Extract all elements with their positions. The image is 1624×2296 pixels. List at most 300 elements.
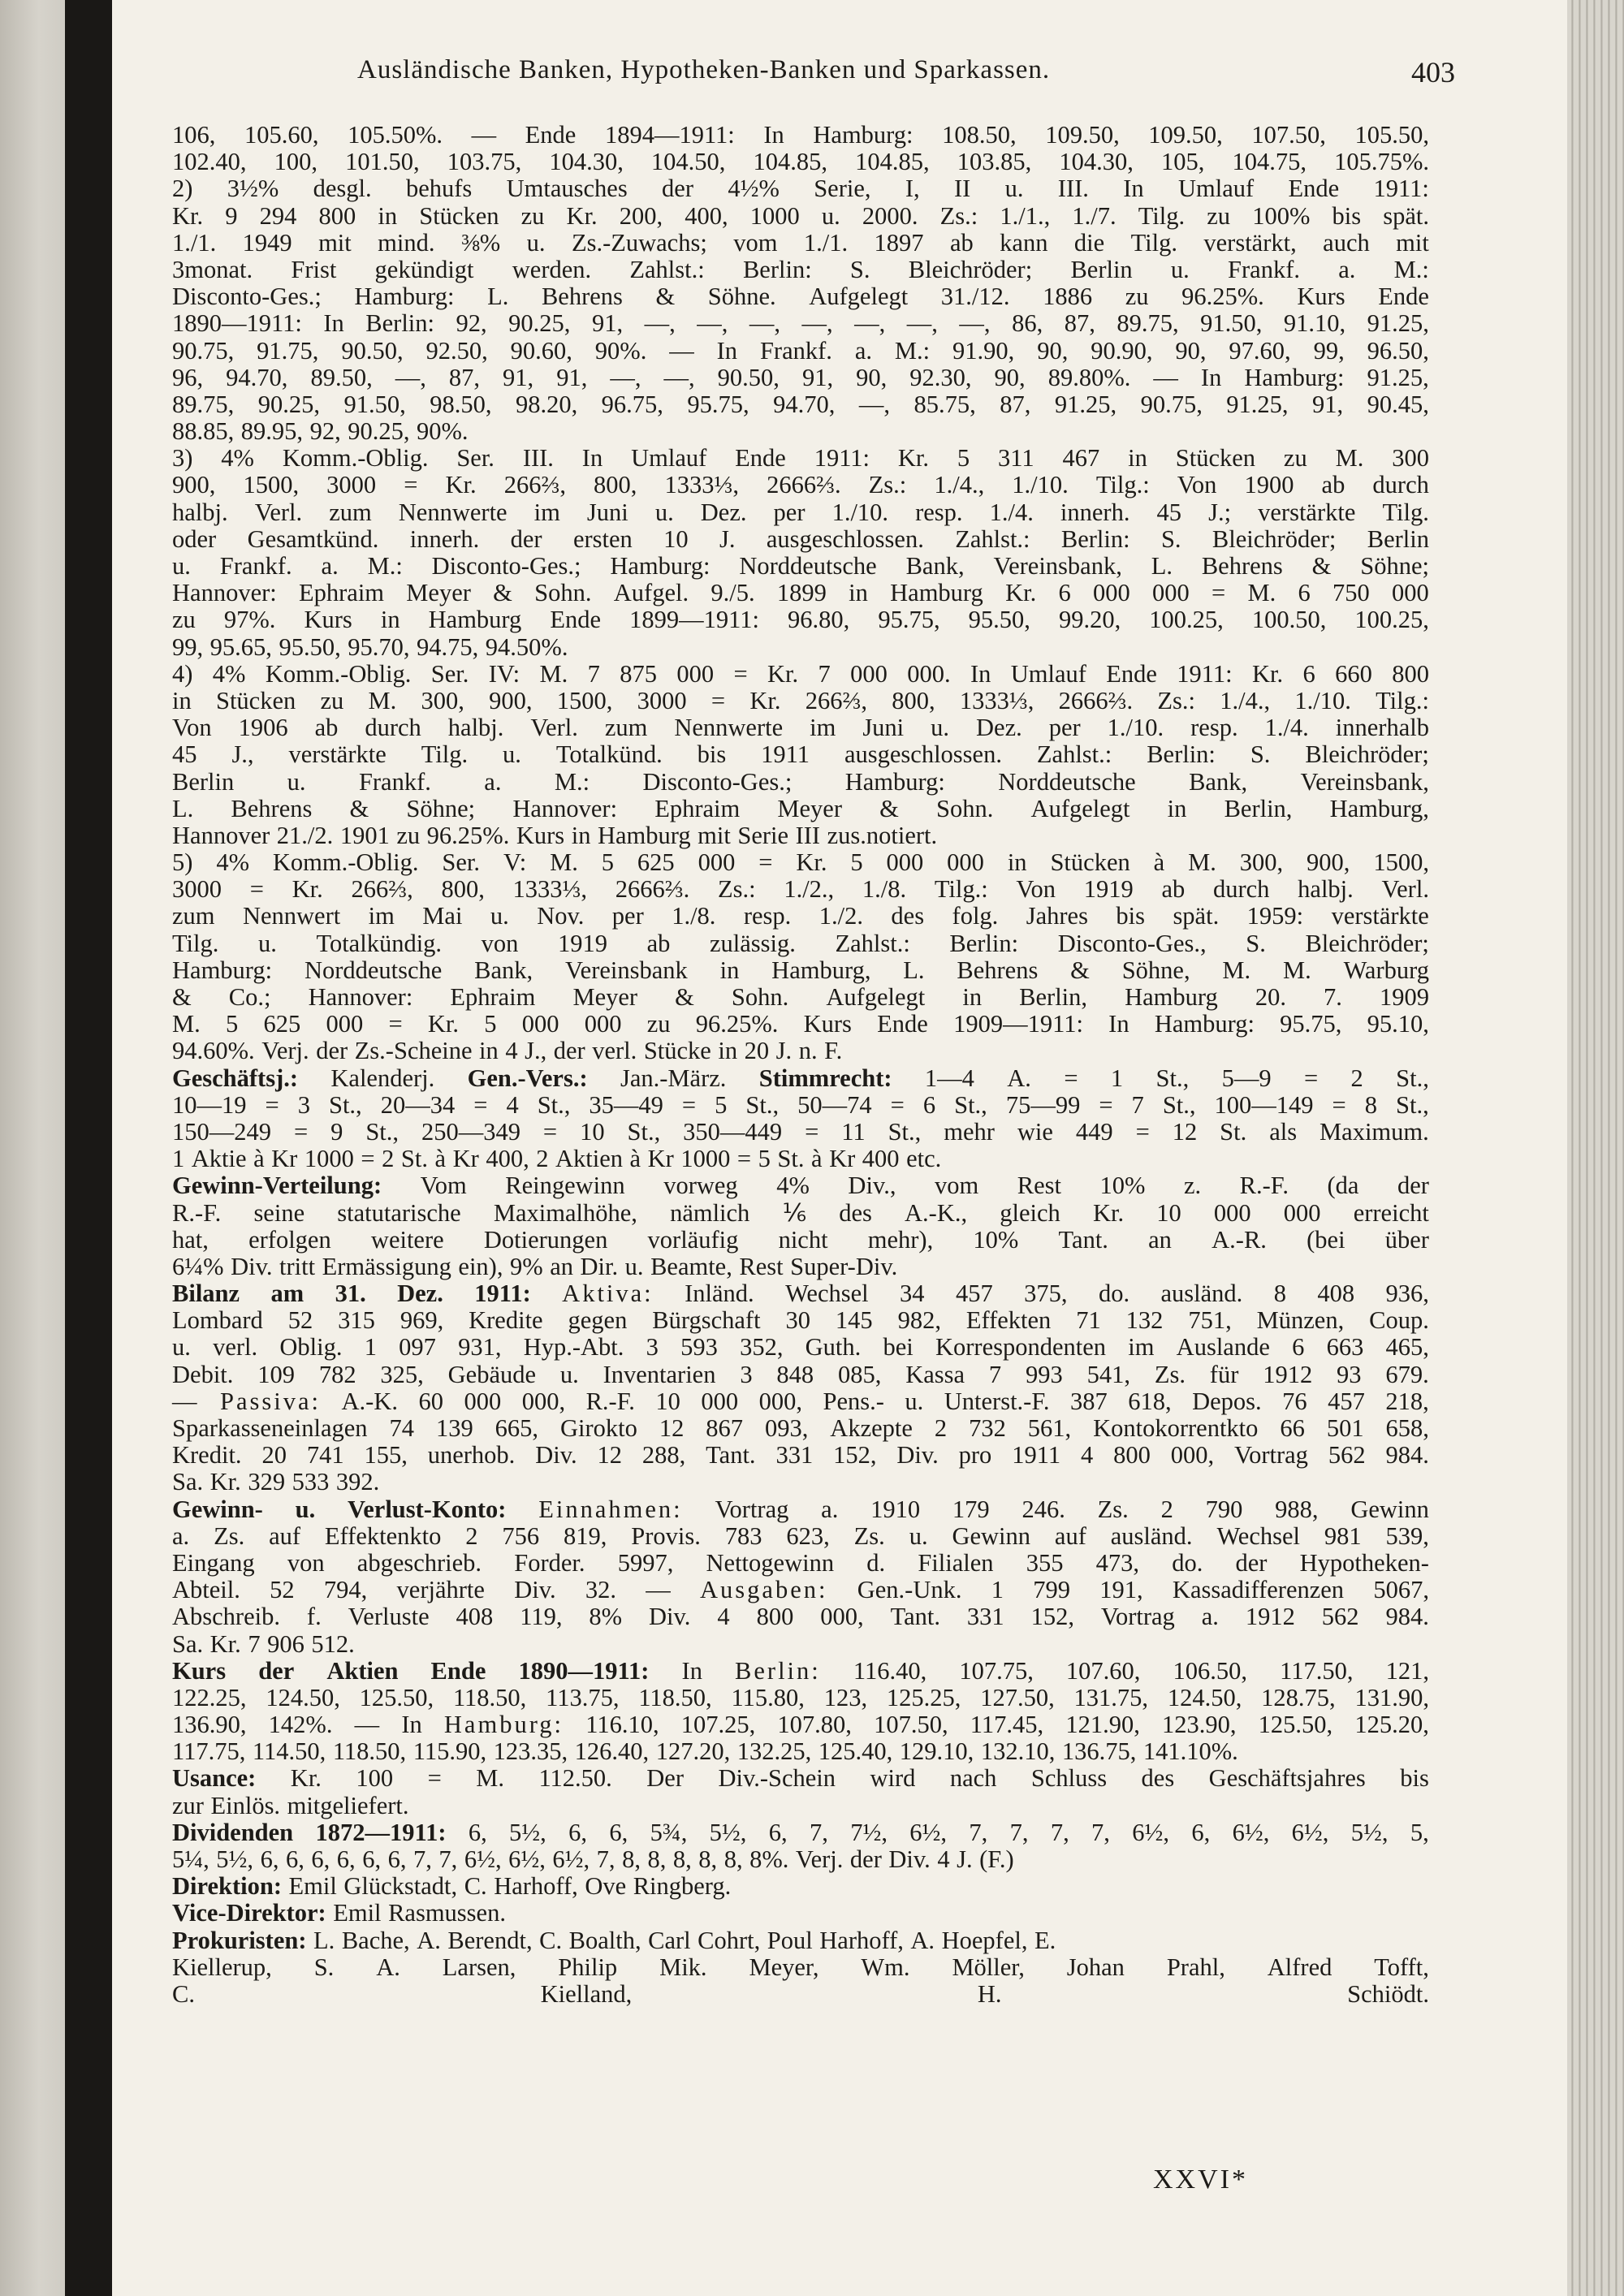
signature-mark: XXVI* bbox=[1153, 2164, 1248, 2195]
text-word: 848 bbox=[776, 1360, 814, 1388]
text-word: 467 bbox=[1062, 444, 1100, 473]
text-line bbox=[172, 661, 1429, 688]
text-line bbox=[172, 1496, 1429, 1523]
text-word: Div., bbox=[848, 1172, 896, 1200]
text-word: oder bbox=[172, 524, 217, 553]
text-word: ab bbox=[646, 929, 671, 957]
text-word: Behrens bbox=[231, 794, 313, 822]
text-word: Umlauf bbox=[1177, 175, 1255, 203]
text-word: 91.25, bbox=[1054, 390, 1117, 418]
text-word: J., bbox=[525, 1037, 547, 1065]
text-word: E. bbox=[1034, 1926, 1056, 1954]
text-word: 90, bbox=[1175, 336, 1207, 365]
text-word: = bbox=[733, 659, 748, 688]
text-word: St., bbox=[888, 1117, 922, 1146]
text-word: Ende bbox=[550, 606, 602, 634]
text-word: Verj. bbox=[261, 1037, 309, 1065]
text-word: Zahlst.: bbox=[629, 255, 705, 283]
text-word: weitere bbox=[370, 1225, 444, 1254]
text-word: resp. bbox=[915, 498, 963, 526]
text-word: St., bbox=[1155, 1064, 1190, 1092]
text-word: 1911 bbox=[1012, 1441, 1061, 1470]
text-word: auch bbox=[1323, 228, 1370, 257]
text-word: & bbox=[675, 983, 694, 1011]
text-word: durch bbox=[1212, 875, 1270, 904]
text-word: gleich bbox=[1000, 1198, 1060, 1227]
text-word: 90.75, bbox=[1140, 390, 1203, 418]
text-word: Kr bbox=[271, 1145, 298, 1173]
text-word: 128.75, bbox=[1261, 1683, 1336, 1711]
text-word: = bbox=[890, 1090, 905, 1119]
text-word: —, bbox=[959, 309, 991, 338]
text-word: 45 bbox=[172, 740, 197, 769]
text-word: Bleichröder; bbox=[1305, 740, 1429, 769]
text-word: per bbox=[611, 902, 644, 930]
text-word: 266⅔, bbox=[351, 875, 413, 904]
text-word: 5 bbox=[601, 848, 614, 877]
text-word: 95.70, bbox=[348, 632, 410, 661]
text-word: Beamte, bbox=[650, 1252, 732, 1280]
text-word: des bbox=[891, 902, 925, 930]
text-word: 1890—1911: bbox=[172, 309, 302, 338]
text-word: Div. bbox=[896, 1441, 939, 1470]
text-word: 1 bbox=[172, 1145, 185, 1173]
text-word: 107.75, bbox=[959, 1656, 1034, 1685]
text-word: vom bbox=[934, 1172, 979, 1200]
text-word: Söhne. bbox=[707, 283, 776, 311]
bold-heading-word: Prokuristen: bbox=[172, 1926, 307, 1954]
text-word: 85.75, bbox=[914, 390, 976, 418]
text-word: Frankf. bbox=[1228, 255, 1300, 283]
text-word: Behrens bbox=[541, 283, 623, 311]
text-word: 4 bbox=[717, 1603, 730, 1631]
text-word: 10 bbox=[580, 1117, 605, 1146]
text-word: in bbox=[719, 956, 740, 984]
text-word: M. bbox=[539, 659, 568, 688]
text-word: 8, bbox=[698, 1845, 718, 1873]
text-word: 118.50, bbox=[638, 1683, 712, 1711]
text-word: 6½, bbox=[464, 1845, 502, 1873]
text-word: Emil bbox=[288, 1872, 337, 1901]
text-word: M. bbox=[1283, 956, 1311, 984]
text-word: Hypotheken- bbox=[1299, 1548, 1429, 1577]
text-word: 1333⅓, bbox=[664, 471, 739, 499]
text-word: 90.90, bbox=[1091, 336, 1153, 365]
text-word: Dez. bbox=[976, 714, 1022, 742]
text-word: Kassadifferenzen bbox=[1172, 1576, 1345, 1604]
text-word: Stücken bbox=[1175, 444, 1256, 473]
text-word: 21./2. bbox=[276, 821, 334, 849]
text-word: behufs bbox=[405, 175, 473, 203]
text-word: Schluss bbox=[1030, 1764, 1108, 1793]
text-word: Bleichröder; bbox=[1305, 929, 1429, 957]
text-word: u. bbox=[287, 767, 306, 796]
text-word: Berlin bbox=[1367, 524, 1429, 553]
text-word: R.-F. bbox=[585, 1387, 635, 1415]
text-word: 6 bbox=[1302, 659, 1315, 688]
text-word: 350—449 bbox=[683, 1117, 783, 1146]
text-word: Kredit. bbox=[172, 1441, 242, 1470]
text-word: Aufgel. bbox=[613, 579, 689, 607]
text-word: 3monat. bbox=[172, 255, 253, 283]
text-word: Effekten bbox=[965, 1306, 1052, 1335]
text-word: Gewinn bbox=[952, 1521, 1031, 1550]
bold-heading-word: Ende bbox=[430, 1656, 486, 1685]
text-word: Div. bbox=[649, 1603, 691, 1631]
text-word: 1./7. bbox=[1072, 201, 1116, 230]
text-word: verjährte bbox=[396, 1576, 485, 1604]
text-word: 89.75, bbox=[172, 390, 235, 418]
text-word: à bbox=[434, 1145, 447, 1173]
text-word: 114.50, bbox=[252, 1737, 326, 1766]
text-word: zu bbox=[646, 1010, 671, 1038]
text-word: 266⅔, bbox=[503, 471, 566, 499]
text-word: Ende bbox=[525, 121, 577, 149]
text-word: Aktie bbox=[191, 1145, 247, 1173]
text-word: 1./1. bbox=[172, 228, 217, 257]
text-word: 90, bbox=[1037, 336, 1069, 365]
text-word: In bbox=[1123, 175, 1144, 203]
text-word: 91.90, bbox=[952, 336, 1015, 365]
text-word: 91, bbox=[556, 363, 588, 391]
text-word: Frist bbox=[291, 255, 337, 283]
text-word: 1912 bbox=[1245, 1603, 1295, 1631]
text-word: 800 bbox=[1113, 1441, 1151, 1470]
text-word: Larsen, bbox=[442, 1953, 516, 1981]
text-word: 663 bbox=[1326, 1333, 1364, 1362]
text-word: Zs.-Zuwachs; bbox=[571, 228, 707, 257]
text-word: 152, bbox=[833, 1441, 877, 1470]
text-word: 562 bbox=[1328, 1441, 1366, 1470]
text-word: Einnahmen: bbox=[538, 1495, 683, 1523]
text-word: verstärkt, bbox=[1203, 228, 1297, 257]
text-word: 408 bbox=[1317, 1280, 1355, 1308]
text-line bbox=[172, 149, 1429, 175]
text-word: in bbox=[1167, 794, 1187, 822]
text-word: 4% bbox=[212, 659, 246, 688]
text-word: 30 bbox=[785, 1306, 810, 1335]
text-word: 71 bbox=[1076, 1306, 1101, 1335]
text-word: 4 bbox=[506, 1090, 519, 1119]
text-word: Aufgelegt bbox=[1030, 794, 1130, 822]
text-word: 6, bbox=[260, 1845, 279, 1873]
text-word: Stücken bbox=[215, 686, 296, 714]
text-word: = bbox=[473, 1090, 488, 1119]
text-word: 000 bbox=[886, 848, 924, 877]
text-word: 465, bbox=[1385, 1333, 1429, 1362]
text-word: in bbox=[1128, 444, 1147, 473]
text-word: M.: bbox=[554, 767, 590, 796]
text-word: 155, bbox=[364, 1441, 408, 1470]
text-word: 1./4. bbox=[1264, 714, 1309, 742]
text-word: 800 bbox=[1392, 659, 1429, 688]
text-word: 2 bbox=[465, 1521, 478, 1550]
text-word: 246. bbox=[1021, 1495, 1065, 1523]
text-word: 90.25, bbox=[508, 309, 571, 338]
text-word: 355 bbox=[1026, 1548, 1064, 1577]
bold-heading-word: Dividenden bbox=[172, 1818, 294, 1846]
text-word: St., bbox=[745, 1090, 780, 1119]
text-word: mit bbox=[318, 228, 352, 257]
text-word: zu bbox=[396, 821, 421, 849]
text-word: 329 bbox=[248, 1468, 286, 1496]
text-line bbox=[172, 1415, 1429, 1442]
text-word: In bbox=[763, 121, 784, 149]
text-word: Aufgelegt bbox=[809, 283, 909, 311]
text-word: 200, bbox=[619, 201, 663, 230]
text-word: 8% bbox=[589, 1603, 623, 1631]
text-word: 000, bbox=[758, 1387, 802, 1415]
text-word: 988, bbox=[1275, 1495, 1319, 1523]
text-word: M. bbox=[550, 848, 578, 877]
text-word: —, bbox=[801, 309, 833, 338]
text-word: 5 bbox=[225, 1010, 239, 1038]
text-word: 750 bbox=[1332, 579, 1370, 607]
text-word: Filialen bbox=[918, 1548, 994, 1577]
text-word: Kr. bbox=[292, 875, 323, 904]
text-word: Zs. bbox=[214, 1521, 245, 1550]
text-word: 1919 bbox=[1083, 875, 1134, 904]
text-word: zum bbox=[604, 714, 648, 742]
text-word: Tofft, bbox=[1374, 1953, 1429, 1981]
text-word: in bbox=[172, 686, 192, 714]
text-word: 92.50, bbox=[425, 336, 488, 365]
text-word: 109 bbox=[257, 1360, 295, 1388]
text-word: 982, bbox=[897, 1306, 941, 1335]
text-word: 104.50, bbox=[650, 148, 726, 176]
text-word: Hamburg: bbox=[1154, 1010, 1255, 1038]
text-word: Tilg. bbox=[172, 929, 219, 957]
text-word: Harhoff, bbox=[494, 1872, 578, 1901]
text-word: 119, bbox=[520, 1603, 563, 1631]
text-word: 1./4. bbox=[989, 498, 1034, 526]
text-line bbox=[172, 1658, 1429, 1685]
text-line bbox=[172, 310, 1429, 337]
text-word: 152, bbox=[1030, 1603, 1074, 1631]
text-word: 800 bbox=[756, 1603, 794, 1631]
text-word: Oblig. bbox=[279, 1333, 343, 1362]
text-word: 5½, bbox=[216, 1845, 254, 1873]
bold-heading-word: Gewinn-Verteilung: bbox=[172, 1172, 382, 1200]
text-word: Dotierungen bbox=[483, 1225, 608, 1254]
text-word: Ende bbox=[1378, 283, 1429, 311]
text-word: (F.) bbox=[979, 1845, 1014, 1873]
text-word: Frankf. bbox=[358, 767, 431, 796]
text-word: 5¼, bbox=[172, 1845, 209, 1873]
text-word: 150—249 bbox=[172, 1117, 271, 1146]
text-word: = bbox=[293, 1117, 309, 1146]
text-line bbox=[172, 257, 1429, 283]
text-word: 91, bbox=[1312, 390, 1344, 418]
text-word: 96.50, bbox=[1367, 336, 1429, 365]
text-word: F. bbox=[824, 1037, 843, 1065]
text-word: innerh. bbox=[409, 524, 480, 553]
text-word: Schiödt. bbox=[1347, 1979, 1429, 2008]
text-word: 98.20, bbox=[515, 390, 578, 418]
text-word: & bbox=[1070, 956, 1090, 984]
text-word: 95.10, bbox=[1367, 1010, 1429, 1038]
text-word: 129.10, bbox=[899, 1737, 974, 1766]
text-word: 7 bbox=[587, 659, 600, 688]
text-word: Totalkünd. bbox=[555, 740, 663, 769]
text-word: 12 bbox=[1172, 1117, 1198, 1146]
text-word: Berlin: bbox=[949, 929, 1019, 957]
text-word: 20 bbox=[744, 1037, 770, 1065]
text-word: der bbox=[316, 1037, 348, 1065]
text-word: 819, bbox=[564, 1521, 607, 1550]
text-word: Kurs bbox=[1297, 283, 1345, 311]
text-word: à bbox=[629, 1145, 641, 1173]
text-word: 90.50, bbox=[717, 363, 780, 391]
text-word: 8 bbox=[1273, 1280, 1286, 1308]
text-word: J., bbox=[231, 740, 254, 769]
text-word: Berlin: bbox=[365, 309, 435, 338]
text-word: 115.80, bbox=[731, 1683, 805, 1711]
text-word: 96.25%. bbox=[695, 1010, 779, 1038]
text-line bbox=[172, 1900, 1429, 1927]
text-word: 136.75, bbox=[1061, 1737, 1137, 1766]
text-word: Akzepte bbox=[830, 1414, 913, 1442]
text-word: Abteil. bbox=[172, 1576, 240, 1604]
text-word: Jahres bbox=[1026, 902, 1088, 930]
text-word: halbj. bbox=[1298, 875, 1354, 904]
text-word: 623, bbox=[786, 1521, 830, 1550]
text-word: —, bbox=[906, 309, 938, 338]
text-word: Philip bbox=[558, 1953, 618, 1981]
text-word: 100% bbox=[1252, 201, 1311, 230]
text-word: die bbox=[1073, 228, 1105, 257]
text-line bbox=[172, 849, 1429, 876]
text-word: Jan.-März. bbox=[620, 1064, 727, 1092]
text-word: 89.95, bbox=[240, 417, 304, 446]
text-word: Meyer bbox=[777, 794, 842, 822]
text-word: 3000 bbox=[637, 686, 687, 714]
text-word: Sa. bbox=[172, 1468, 204, 1496]
text-word: 104.30, bbox=[549, 148, 624, 176]
running-title: Ausländische Banken, Hypotheken-Banken und Sparkassen. bbox=[357, 55, 1051, 84]
text-word: 1000 bbox=[749, 201, 800, 230]
text-word: u. bbox=[526, 228, 546, 257]
text-word: ausgeschlossen. bbox=[844, 740, 1002, 769]
text-word: 732 bbox=[969, 1414, 1006, 1442]
text-word: der bbox=[1235, 1548, 1268, 1577]
text-word: 1./8. bbox=[862, 875, 907, 904]
text-word: 142%. bbox=[268, 1711, 333, 1739]
text-word: zu bbox=[320, 686, 344, 714]
text-word: Komm.-Oblig. bbox=[265, 659, 412, 688]
text-word: III bbox=[795, 821, 821, 849]
text-word: do. bbox=[1172, 1548, 1203, 1577]
text-word: R.-F. bbox=[172, 1198, 222, 1227]
text-word: 66 bbox=[1280, 1414, 1305, 1442]
text-word: im bbox=[810, 714, 836, 742]
bold-heading-word: Dez. bbox=[397, 1280, 443, 1308]
text-word: ein), bbox=[458, 1252, 503, 1280]
text-word: 4 bbox=[1080, 1441, 1094, 1470]
text-word: Von bbox=[172, 714, 212, 742]
text-word: Norddeutsche bbox=[304, 956, 443, 984]
text-word: Nennwert bbox=[242, 902, 341, 930]
text-word: 741 bbox=[306, 1441, 344, 1470]
text-line bbox=[172, 472, 1429, 498]
text-word: Umlauf bbox=[1010, 659, 1086, 688]
text-word: 131.90, bbox=[1354, 1683, 1429, 1711]
text-word: St. bbox=[400, 1145, 428, 1173]
text-word: 99, bbox=[1313, 336, 1345, 365]
text-word: Bache, bbox=[341, 1926, 410, 1954]
text-word: Ende bbox=[877, 1010, 928, 1038]
text-word: 3 bbox=[740, 1360, 753, 1388]
text-word: 96, bbox=[172, 363, 204, 391]
text-word: Berlin, bbox=[1224, 794, 1293, 822]
text-word: 408 bbox=[456, 1603, 494, 1631]
text-word: Hyp.-Abt. bbox=[523, 1333, 624, 1362]
text-word: 2) bbox=[172, 175, 193, 203]
text-word: 300, bbox=[1239, 848, 1284, 877]
text-line bbox=[172, 741, 1429, 768]
text-word: S. bbox=[1250, 740, 1271, 769]
text-word: u. bbox=[503, 740, 521, 769]
text-line bbox=[172, 1927, 1429, 1954]
text-word: 984. bbox=[1385, 1603, 1429, 1631]
text-line bbox=[172, 1603, 1429, 1630]
text-word: Debit. bbox=[172, 1360, 234, 1388]
text-word: 7, bbox=[809, 1818, 828, 1846]
text-word: 4 bbox=[505, 1037, 518, 1065]
text-word: 9 bbox=[330, 1117, 343, 1146]
text-word: der bbox=[662, 175, 693, 203]
text-word: = bbox=[542, 1117, 558, 1146]
text-word: 1894—1911: bbox=[604, 121, 735, 149]
text-word: 3 bbox=[297, 1090, 310, 1119]
text-word: 75—99 bbox=[1005, 1090, 1081, 1119]
text-line bbox=[172, 338, 1429, 365]
text-word: 2000. bbox=[862, 201, 918, 230]
text-word: 5 bbox=[758, 1145, 771, 1173]
text-word: In bbox=[716, 336, 738, 365]
text-word: St., bbox=[1396, 1064, 1429, 1092]
text-word: zus.notiert. bbox=[827, 821, 938, 849]
text-line bbox=[172, 796, 1429, 822]
text-word: 10% bbox=[973, 1225, 1019, 1254]
text-word: nach bbox=[949, 1764, 997, 1793]
text-word: Zs. bbox=[853, 1521, 885, 1550]
text-word: —, bbox=[395, 363, 426, 391]
text-line bbox=[172, 1146, 1429, 1172]
text-word: Zs.: bbox=[868, 471, 907, 499]
text-word: Zs.: bbox=[1157, 686, 1195, 714]
text-word: 2 bbox=[382, 1145, 395, 1173]
text-word: — bbox=[354, 1711, 380, 1739]
text-word: in bbox=[849, 579, 868, 607]
text-line bbox=[172, 1092, 1429, 1119]
bold-heading-word: 1872—1911: bbox=[315, 1818, 447, 1846]
text-word: — bbox=[471, 121, 497, 149]
text-word: Carl bbox=[648, 1926, 691, 1954]
text-word: Inventarien bbox=[603, 1360, 716, 1388]
text-word: 1899—1911: bbox=[629, 606, 759, 634]
text-word: 106, bbox=[172, 121, 216, 149]
text-word: Hamburg: bbox=[443, 1711, 564, 1739]
text-word: Serie bbox=[737, 821, 789, 849]
text-word: bis bbox=[1116, 902, 1145, 930]
text-word: 392. bbox=[335, 1468, 380, 1496]
text-word: Vereinsbank, bbox=[993, 552, 1122, 580]
text-word: verl. bbox=[213, 1333, 258, 1362]
bold-heading-word: Direktion: bbox=[172, 1872, 282, 1901]
text-word: 5¾, bbox=[650, 1818, 688, 1846]
text-word: Vortrag bbox=[1234, 1441, 1308, 1470]
